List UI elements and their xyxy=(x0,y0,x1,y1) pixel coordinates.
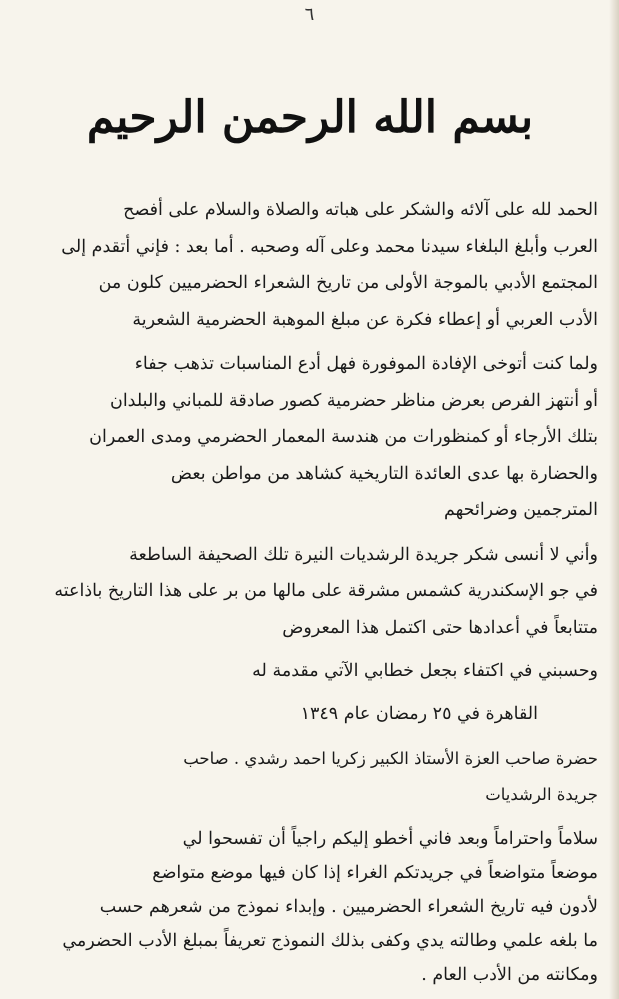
addressee-line: حضرة صاحب العزة الأستاذ الكبير زكريا احمد رشدي . صاحب xyxy=(183,748,598,768)
text-line: الحمد لله على آلائه والشكر على هباته والصلاة والسلام على أفصح xyxy=(123,200,598,220)
basmala-heading: بسم الله الرحمن الرحيم xyxy=(86,92,534,143)
text-line: موضعاً متواضعاً في جريدتكم الغراء إذا كان فيها موضع متواضع xyxy=(152,862,598,883)
text-line: أو أنتهز الفرص بعرض مناظر حضرمية كصور صادقة للمباني والبلدان xyxy=(109,390,598,411)
body-text xyxy=(24,192,598,999)
addressee-line: جريدة الرشديات xyxy=(485,785,598,804)
text-line: والحضارة بها عدى العائدة التاريخية كشاهد من مواطن بعض xyxy=(170,463,598,484)
text-line: لأدون فيه تاريخ الشعراء الحضرميين . وإبداء نموذج من شعرهم حسب xyxy=(99,896,598,917)
text-line: ما بلغه علمي وطالته يدي وكفى بذلك النموذج تعريفاً بمبلغ الأدب الحضرمي xyxy=(62,930,598,951)
text-line: المترجمين وضرائحهم xyxy=(443,500,598,520)
paragraph-preface-note xyxy=(24,654,598,688)
text-line: في جو الإسكندرية كشمس مشرقة على مالها من بر على هذا التاريخ باذاعته xyxy=(54,581,598,601)
paragraph-introduction xyxy=(24,192,598,338)
page-number: ٦ xyxy=(304,4,315,25)
page-spine-shadow xyxy=(609,0,619,999)
text-line: بتلك الأرجاء أو كمنظورات من هندسة المعمار الحضرمي ومدى العمران xyxy=(89,427,598,447)
letter-body xyxy=(24,822,598,992)
text-line: وأني لا أنسى شكر جريدة الرشديات النيرة تلك الصحيفة الساطعة xyxy=(129,544,598,565)
text-line: وحسبني في اكتفاء بجعل خطابي الآتي مقدمة له xyxy=(252,661,598,681)
paragraph-thanks xyxy=(24,537,598,647)
text-line: متتابعاً في أعدادها حتى اكتمل هذا المعروض xyxy=(282,617,598,638)
letter-addressee xyxy=(24,741,598,814)
date-line: القاهرة في ٢٥ رمضان عام ١٣٤٩ xyxy=(300,704,538,724)
text-line: سلاماً واحتراماً وبعد فاني أخطو إليكم راجياً أن تفسحوا لي xyxy=(182,828,598,849)
text-line: ومكانته من الأدب العام . xyxy=(421,964,598,985)
letter-date xyxy=(24,696,598,733)
paragraph-purpose xyxy=(24,346,598,529)
text-line: الأدب العربي أو إعطاء فكرة عن مبلغ الموهبة الحضرمية الشعرية xyxy=(132,309,598,330)
text-line: العرب وأبلغ البلغاء سيدنا محمد وعلى آله وصحبه . أما بعد : فإني أتقدم إلى xyxy=(61,236,598,257)
text-line: ولما كنت أتوخى الإفادة الموفورة فهل أدع المناسبات تذهب جفاء xyxy=(134,354,598,374)
text-line: المجتمع الأدبي بالموجة الأولى من تاريخ الشعراء الحضرميين كلون من xyxy=(98,273,598,293)
